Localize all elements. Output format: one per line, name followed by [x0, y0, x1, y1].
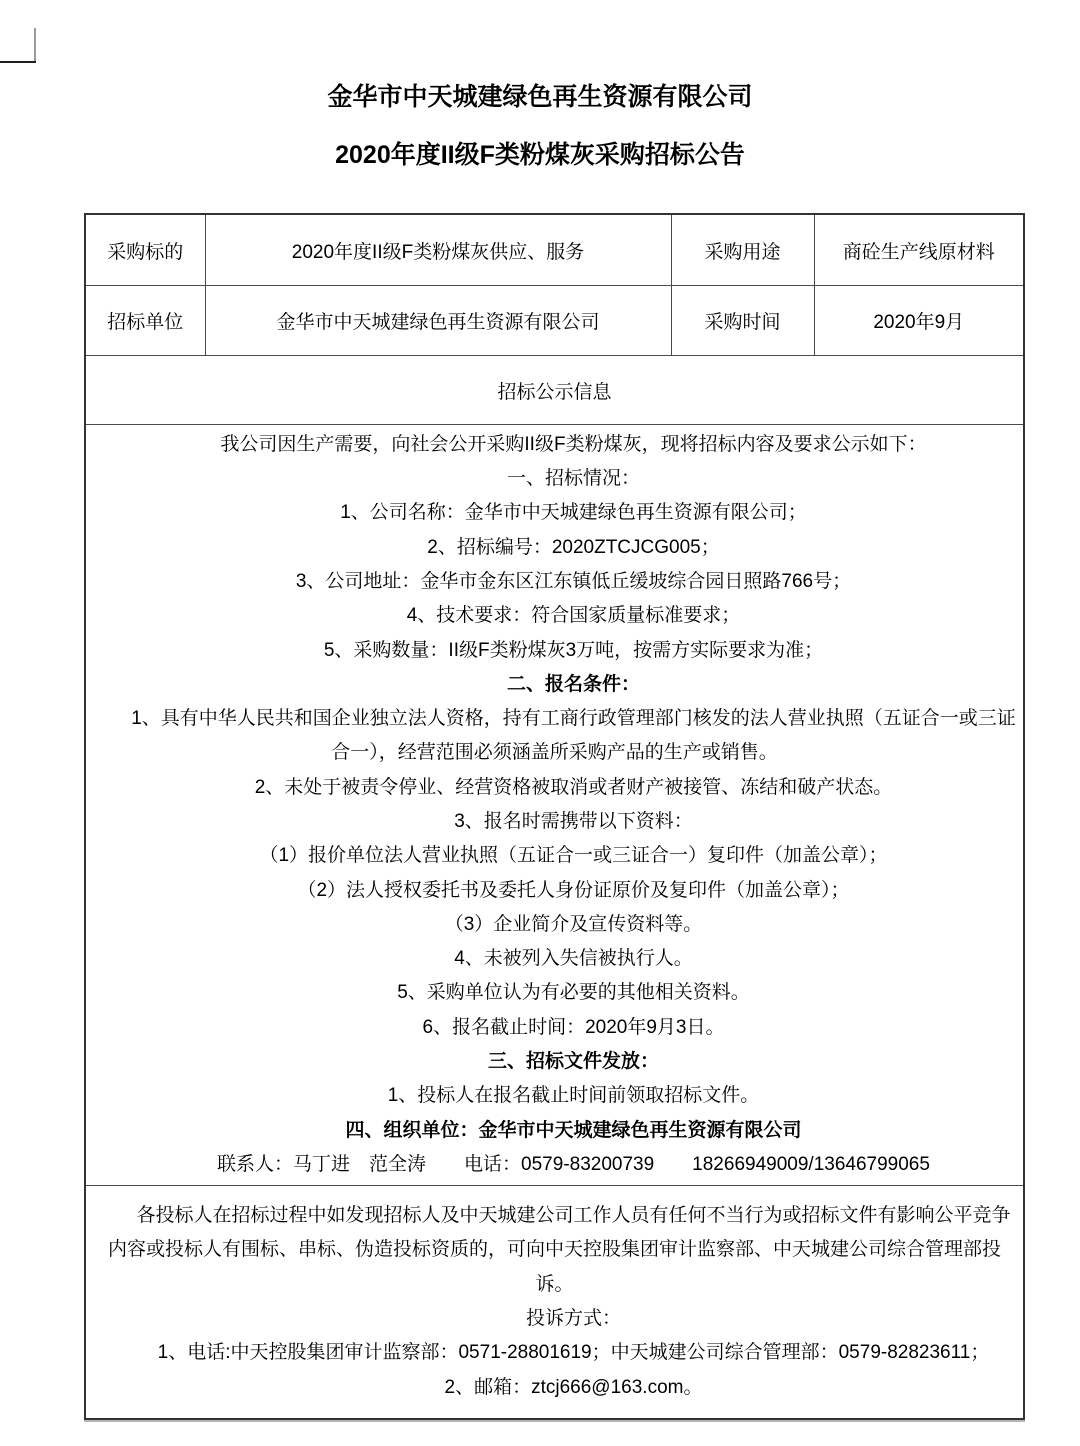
- paragraph-line: 四、组织单位：金华市中天城建绿色再生资源有限公司: [345, 1119, 802, 1141]
- label-procurement-time: 采购时间: [671, 286, 814, 356]
- table-row-unit: [85, 286, 1024, 356]
- paragraph-line: 5、采购数量：II级F类粉煤灰3万吨，按需方实际要求为准；: [323, 639, 824, 661]
- tender-info-table: [84, 213, 1025, 1420]
- paragraph-line: 3、公司地址：金华市金东区江东镇低丘缓坡综合园日照路766号；: [295, 570, 852, 592]
- announcement-body: [85, 425, 1024, 1186]
- section-header-publicity-info: 招标公示信息: [85, 356, 1024, 425]
- paragraph-line: 1、具有中华人民共和国企业独立法人资格，持有工商行政管理部门核发的法人营业执照（五证合一或三证合一），经营范围必须涵盖所采购产品的生产或销售。: [131, 708, 1016, 764]
- document-header: [0, 0, 1080, 168]
- paragraph-line: （3）企业简介及宣传资料等。: [444, 913, 703, 935]
- paragraph-line: 三、招标文件发放：: [487, 1051, 659, 1073]
- paragraph-line: 2、未处于被责令停业、经营资格被取消或者财产被接管、冻结和破产状态。: [254, 776, 893, 798]
- paragraph-line: 1、公司名称：金华市中天城建绿色再生资源有限公司；: [340, 502, 807, 524]
- paragraph-line: 1、投标人在报名截止时间前领取招标文件。: [387, 1085, 760, 1107]
- value-procurement-subject: 2020年度II级F类粉煤灰供应、服务: [205, 214, 671, 286]
- paragraph-line: （1）报价单位法人营业执照（五证合一或三证合一）复印件（加盖公章）；: [259, 845, 888, 867]
- corner-crop-mark-vertical: [34, 28, 36, 63]
- label-procurement-purpose: 采购用途: [671, 214, 814, 286]
- paragraph-line: 一、招标情况：: [506, 468, 640, 490]
- doc-title-company: 金华市中天城建绿色再生资源有限公司: [327, 83, 753, 111]
- value-procurement-purpose: 商砼生产线原材料: [814, 214, 1024, 286]
- paragraph-line: （2）法人授权委托书及委托人身份证原价及复印件（加盖公章）；: [297, 879, 850, 901]
- corner-crop-mark-horizontal: [0, 61, 36, 63]
- table-row-subject: [85, 214, 1024, 286]
- paragraph-line: 3、报名时需携带以下资料：: [454, 811, 693, 832]
- paragraph-line: 2、招标编号：2020ZTCJCG005；: [427, 536, 720, 558]
- paragraph-line: 1、电话:中天控股集团审计监察部：0571-28801619；中天城建公司综合管理部：0579-82823611；: [157, 1342, 990, 1364]
- doc-title-announcement: 2020年度II级F类粉煤灰采购招标公告: [335, 141, 745, 169]
- paragraph-line: 我公司因生产需要，向社会公开采购II级F类粉煤灰，现将招标内容及要求公示如下：: [220, 433, 927, 455]
- table-row-section-header: [85, 356, 1024, 425]
- value-procurement-time: 2020年9月: [814, 286, 1024, 356]
- paragraph-line: 2、邮箱：ztcj666@163.com。: [444, 1376, 703, 1398]
- value-tender-unit: 金华市中天城建绿色再生资源有限公司: [205, 286, 671, 356]
- complaint-body: [85, 1186, 1024, 1420]
- label-procurement-subject: 采购标的: [85, 214, 205, 286]
- paragraph-line: 4、未被列入失信被执行人。: [454, 948, 693, 970]
- paragraph-line: 投诉方式：: [525, 1308, 621, 1329]
- table-row-announcement-body: [85, 425, 1024, 1186]
- paragraph-line: 各投标人在招标过程中如发现招标人及中天城建公司工作人员有任何不当行为或招标文件有影响公平竞争内容或投标人有围标、串标、伪造投标资质的，可向中天控股集团审计监察部、中天城建公司综合管理部投诉。: [107, 1205, 1011, 1295]
- paragraph-line: 5、采购单位认为有必要的其他相关资料。: [397, 982, 750, 1004]
- paragraph-line: 6、报名截止时间：2020年9月3日。: [422, 1016, 725, 1038]
- paragraph-line: 二、报名条件：: [506, 673, 640, 695]
- paragraph-line: 4、技术要求：符合国家质量标准要求；: [406, 605, 741, 627]
- table-row-complaint-body: [85, 1186, 1024, 1420]
- label-tender-unit: 招标单位: [85, 286, 205, 356]
- paragraph-line: 联系人：马丁进 范全涛 电话：0579-83200739 18266949009/13646799065: [217, 1153, 930, 1175]
